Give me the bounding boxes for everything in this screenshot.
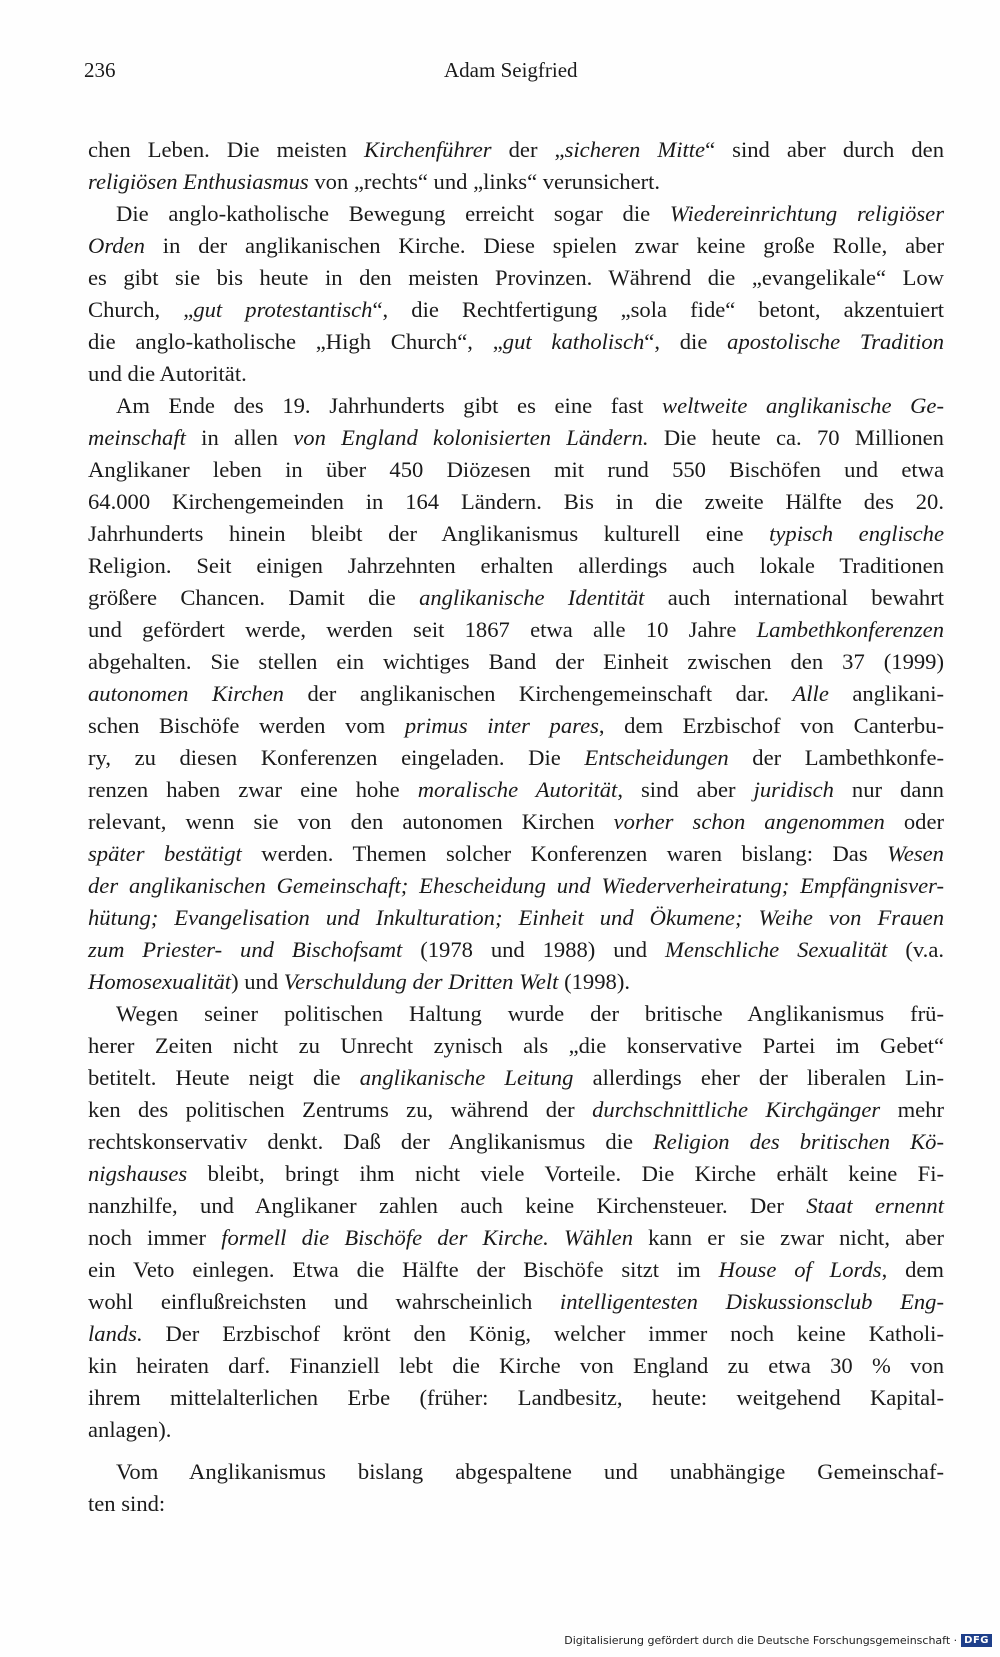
text-line [88, 870, 944, 902]
italic-text: typisch englische [769, 521, 944, 546]
text-run: Wegen seiner politischen Haltung wurde der britische Anglikanismus frü- [116, 1001, 944, 1026]
text-run: in der anglikanischen Kirche. Diese spielen zwar keine große Rolle, aber [144, 233, 944, 258]
text-run: betitelt. Heute neigt die [88, 1065, 360, 1090]
text-run: , sind aber [617, 777, 754, 802]
text-run: Am Ende des 19. Jahrhunderts gibt es eine fast [116, 393, 663, 418]
italic-text: Menschliche Sexualität [665, 937, 888, 962]
text-run: auch international bewahrt [644, 585, 945, 610]
text-line [88, 614, 944, 646]
text-run: , dem [881, 1257, 944, 1282]
text-run: kann er sie zwar nicht, aber [633, 1225, 945, 1250]
text-line [88, 1254, 944, 1286]
italic-text: religiösen Enthusiasmus [88, 169, 309, 194]
italic-text: Orden [88, 233, 145, 258]
italic-text: juridisch [753, 777, 834, 802]
text-run: (v.a. [887, 937, 944, 962]
text-line [88, 1488, 944, 1520]
text-run: der anglikanischen Kirchengemeinschaft dar. [283, 681, 793, 706]
page-number: 236 [84, 58, 116, 82]
text-line [88, 998, 944, 1030]
text-line [88, 1222, 944, 1254]
italic-text: hütung; Evangelisation und Inkulturation; Einheit und Ökumene; Weihe von Frauen [88, 905, 944, 930]
text-run: “ sind aber durch den [705, 137, 944, 162]
text-run: Vom Anglikanismus bislang abgespaltene und unabhängige Gemeinschaf- [116, 1459, 944, 1484]
italic-text: Wiedereinrichtung religiöser [669, 201, 944, 226]
italic-text: gut katholisch [502, 329, 645, 354]
text-run: 64.000 Kirchengemeinden in 164 Ländern. Bis in die zweite Hälfte des 20. [88, 489, 944, 514]
text-run: von „rechts“ und „links“ verunsichert. [308, 169, 661, 194]
italic-text: Verschuldung der Dritten Welt [283, 969, 559, 994]
text-run: bleibt, bringt ihm nicht viele Vorteile. Die Kirche erhält keine Fi- [187, 1161, 944, 1186]
italic-text: intelligentesten Diskussionsclub Eng- [559, 1289, 944, 1314]
text-run: ) und [231, 969, 284, 994]
text-line [88, 1414, 944, 1446]
text-line [88, 1158, 944, 1190]
italic-text: autonomen Kirchen [88, 681, 284, 706]
italic-text: meinschaft [88, 425, 186, 450]
italic-text: von England kolonisierten Ländern. [293, 425, 649, 450]
italic-text: weltweite anglikanische Ge- [662, 393, 944, 418]
text-run: (1978 und 1988) und [402, 937, 665, 962]
text-line [88, 422, 944, 454]
text-line [88, 582, 944, 614]
text-line [88, 1318, 944, 1350]
text-line [88, 358, 944, 390]
italic-text: vorher schon angenommen [613, 809, 885, 834]
text-run: ry, zu diesen Konferenzen eingeladen. Die [88, 745, 585, 770]
text-run: schen Bischöfe werden vom [88, 713, 405, 738]
text-run: oder [884, 809, 944, 834]
text-run: und gefördert werde, werden seit 1867 etwa alle 10 Jahre [88, 617, 757, 642]
text-run: , dem Erzbischof von Canterbu- [598, 713, 944, 738]
text-run: ihrem mittelalterlichen Erbe (früher: Landbesitz, heute: weitgehend Kapital- [88, 1385, 944, 1410]
italic-text: primus inter pares [404, 713, 599, 738]
text-line [88, 966, 944, 998]
text-line [88, 134, 944, 166]
text-run: nur dann [833, 777, 944, 802]
text-line [88, 326, 944, 358]
text-run: Religion. Seit einigen Jahrzehnten erhalten allerdings auch lokale Traditionen [88, 553, 944, 578]
digitization-footer [564, 1634, 992, 1647]
italic-text: Alle [792, 681, 829, 706]
text-run: Die heute ca. 70 Millionen [648, 425, 944, 450]
text-line [88, 1190, 944, 1222]
text-line [88, 550, 944, 582]
text-run: der „ [491, 137, 565, 162]
text-line [88, 198, 944, 230]
text-run: relevant, wenn sie von den autonomen Kirchen [88, 809, 614, 834]
text-run: allerdings eher der liberalen Lin- [573, 1065, 944, 1090]
italic-text: apostolische Tradition [727, 329, 945, 354]
italic-text: Staat ernennt [806, 1193, 944, 1218]
text-run: Der Erzbischof krönt den König, welcher immer noch keine Katholi- [142, 1321, 944, 1346]
text-line [88, 902, 944, 934]
text-run: es gibt sie bis heute in den meisten Provinzen. Während die „evangelikale“ Low [88, 265, 944, 290]
italic-text: Entscheidungen [584, 745, 729, 770]
text-run: der Lambethkonfe- [728, 745, 945, 770]
text-run: renzen haben zwar eine hohe [88, 777, 418, 802]
italic-text: Homosexualität [88, 969, 232, 994]
text-line [88, 1350, 944, 1382]
text-line [88, 646, 944, 678]
text-run: größere Chancen. Damit die [88, 585, 420, 610]
text-line [88, 454, 944, 486]
dfg-logo: DFG [961, 1634, 992, 1647]
text-run: anlagen). [88, 1417, 172, 1442]
text-run: ten sind: [88, 1491, 166, 1516]
page-header [84, 58, 944, 88]
text-line [88, 1062, 944, 1094]
text-run: anglikani- [828, 681, 945, 706]
text-run: abgehalten. Sie stellen ein wichtiges Band der Einheit zwischen den 37 (1999) [88, 649, 944, 674]
text-run: wohl einflußreichsten und wahrscheinlich [88, 1289, 560, 1314]
text-line [88, 262, 944, 294]
text-line [88, 1456, 944, 1488]
text-line [88, 742, 944, 774]
italic-text: Kirchenführer [363, 137, 492, 162]
italic-text: lands. [88, 1321, 143, 1346]
italic-text: formell die Bischöfe der Kirche. Wählen [221, 1225, 633, 1250]
italic-text: sicheren Mitte [564, 137, 706, 162]
text-run: ken des politischen Zentrums zu, während der [88, 1097, 593, 1122]
text-run: kin heiraten darf. Finanziell lebt die Kirche von England zu etwa 30 % von [88, 1353, 944, 1378]
text-line [88, 710, 944, 742]
italic-text: nigshauses [88, 1161, 188, 1186]
text-run: “, die Rechtfertigung „sola fide“ betont, akzentuiert [372, 297, 944, 322]
text-run: Anglikaner leben in über 450 Diözesen mit rund 550 Bischöfen und etwa [88, 457, 944, 482]
italic-text: Religion des britischen Kö- [653, 1129, 944, 1154]
text-line [88, 390, 944, 422]
text-run: werden. Themen solcher Konferenzen waren bislang: Das [241, 841, 888, 866]
text-run: und die Autorität. [88, 361, 247, 386]
italic-text: gut protestantisch [193, 297, 373, 322]
text-line [88, 1126, 944, 1158]
text-run: Jahrhunderts hinein bleibt der Anglikanismus kulturell eine [88, 521, 770, 546]
text-line [88, 1094, 944, 1126]
text-run: chen Leben. Die meisten [88, 137, 364, 162]
text-run: “, die [644, 329, 728, 354]
italic-text: später bestätigt [88, 841, 242, 866]
italic-text: Wesen [887, 841, 944, 866]
text-run: herer Zeiten nicht zu Unrecht zynisch als „die konservative Partei im Gebet“ [88, 1033, 944, 1058]
text-line [88, 806, 944, 838]
text-line [88, 838, 944, 870]
italic-text: moralische Autorität [417, 777, 618, 802]
text-run: ein Veto einlegen. Etwa die Hälfte der Bischöfe sitzt im [88, 1257, 719, 1282]
footer-credit: Digitalisierung gefördert durch die Deutsche Forschungsgemeinschaft · [564, 1634, 958, 1647]
text-run: mehr [880, 1097, 945, 1122]
text-line [88, 518, 944, 550]
text-line [88, 1382, 944, 1414]
italic-text: durchschnittliche Kirchgänger [592, 1097, 881, 1122]
text-line [88, 1286, 944, 1318]
text-run: noch immer [88, 1225, 222, 1250]
text-line [88, 166, 944, 198]
text-line [88, 774, 944, 806]
text-line [88, 486, 944, 518]
italic-text: anglikanische Leitung [359, 1065, 574, 1090]
text-line [88, 294, 944, 326]
italic-text: Lambethkonferenzen [756, 617, 944, 642]
text-run: in allen [185, 425, 294, 450]
italic-text: der anglikanischen Gemeinschaft; Ehescheidung und Wiederverheiratung; Empfängnisver- [88, 873, 944, 898]
running-head-author: Adam Seigfried [444, 58, 578, 82]
italic-text: anglikanische Identität [419, 585, 645, 610]
text-line [88, 934, 944, 966]
text-run: nanzhilfe, und Anglikaner zahlen auch keine Kirchensteuer. Der [88, 1193, 807, 1218]
text-run: rechtskonservativ denkt. Daß der Anglikanismus die [88, 1129, 653, 1154]
text-run: (1998). [558, 969, 630, 994]
italic-text: House of Lords [718, 1257, 882, 1282]
text-run: Die anglo-katholische Bewegung erreicht sogar die [116, 201, 670, 226]
body-text [88, 134, 944, 1520]
text-run: Church, „ [88, 297, 194, 322]
text-run: die anglo-katholische „High Church“, „ [88, 329, 503, 354]
italic-text: zum Priester- und Bischofsamt [88, 937, 403, 962]
text-line [88, 1030, 944, 1062]
text-line [88, 230, 944, 262]
text-line [88, 678, 944, 710]
